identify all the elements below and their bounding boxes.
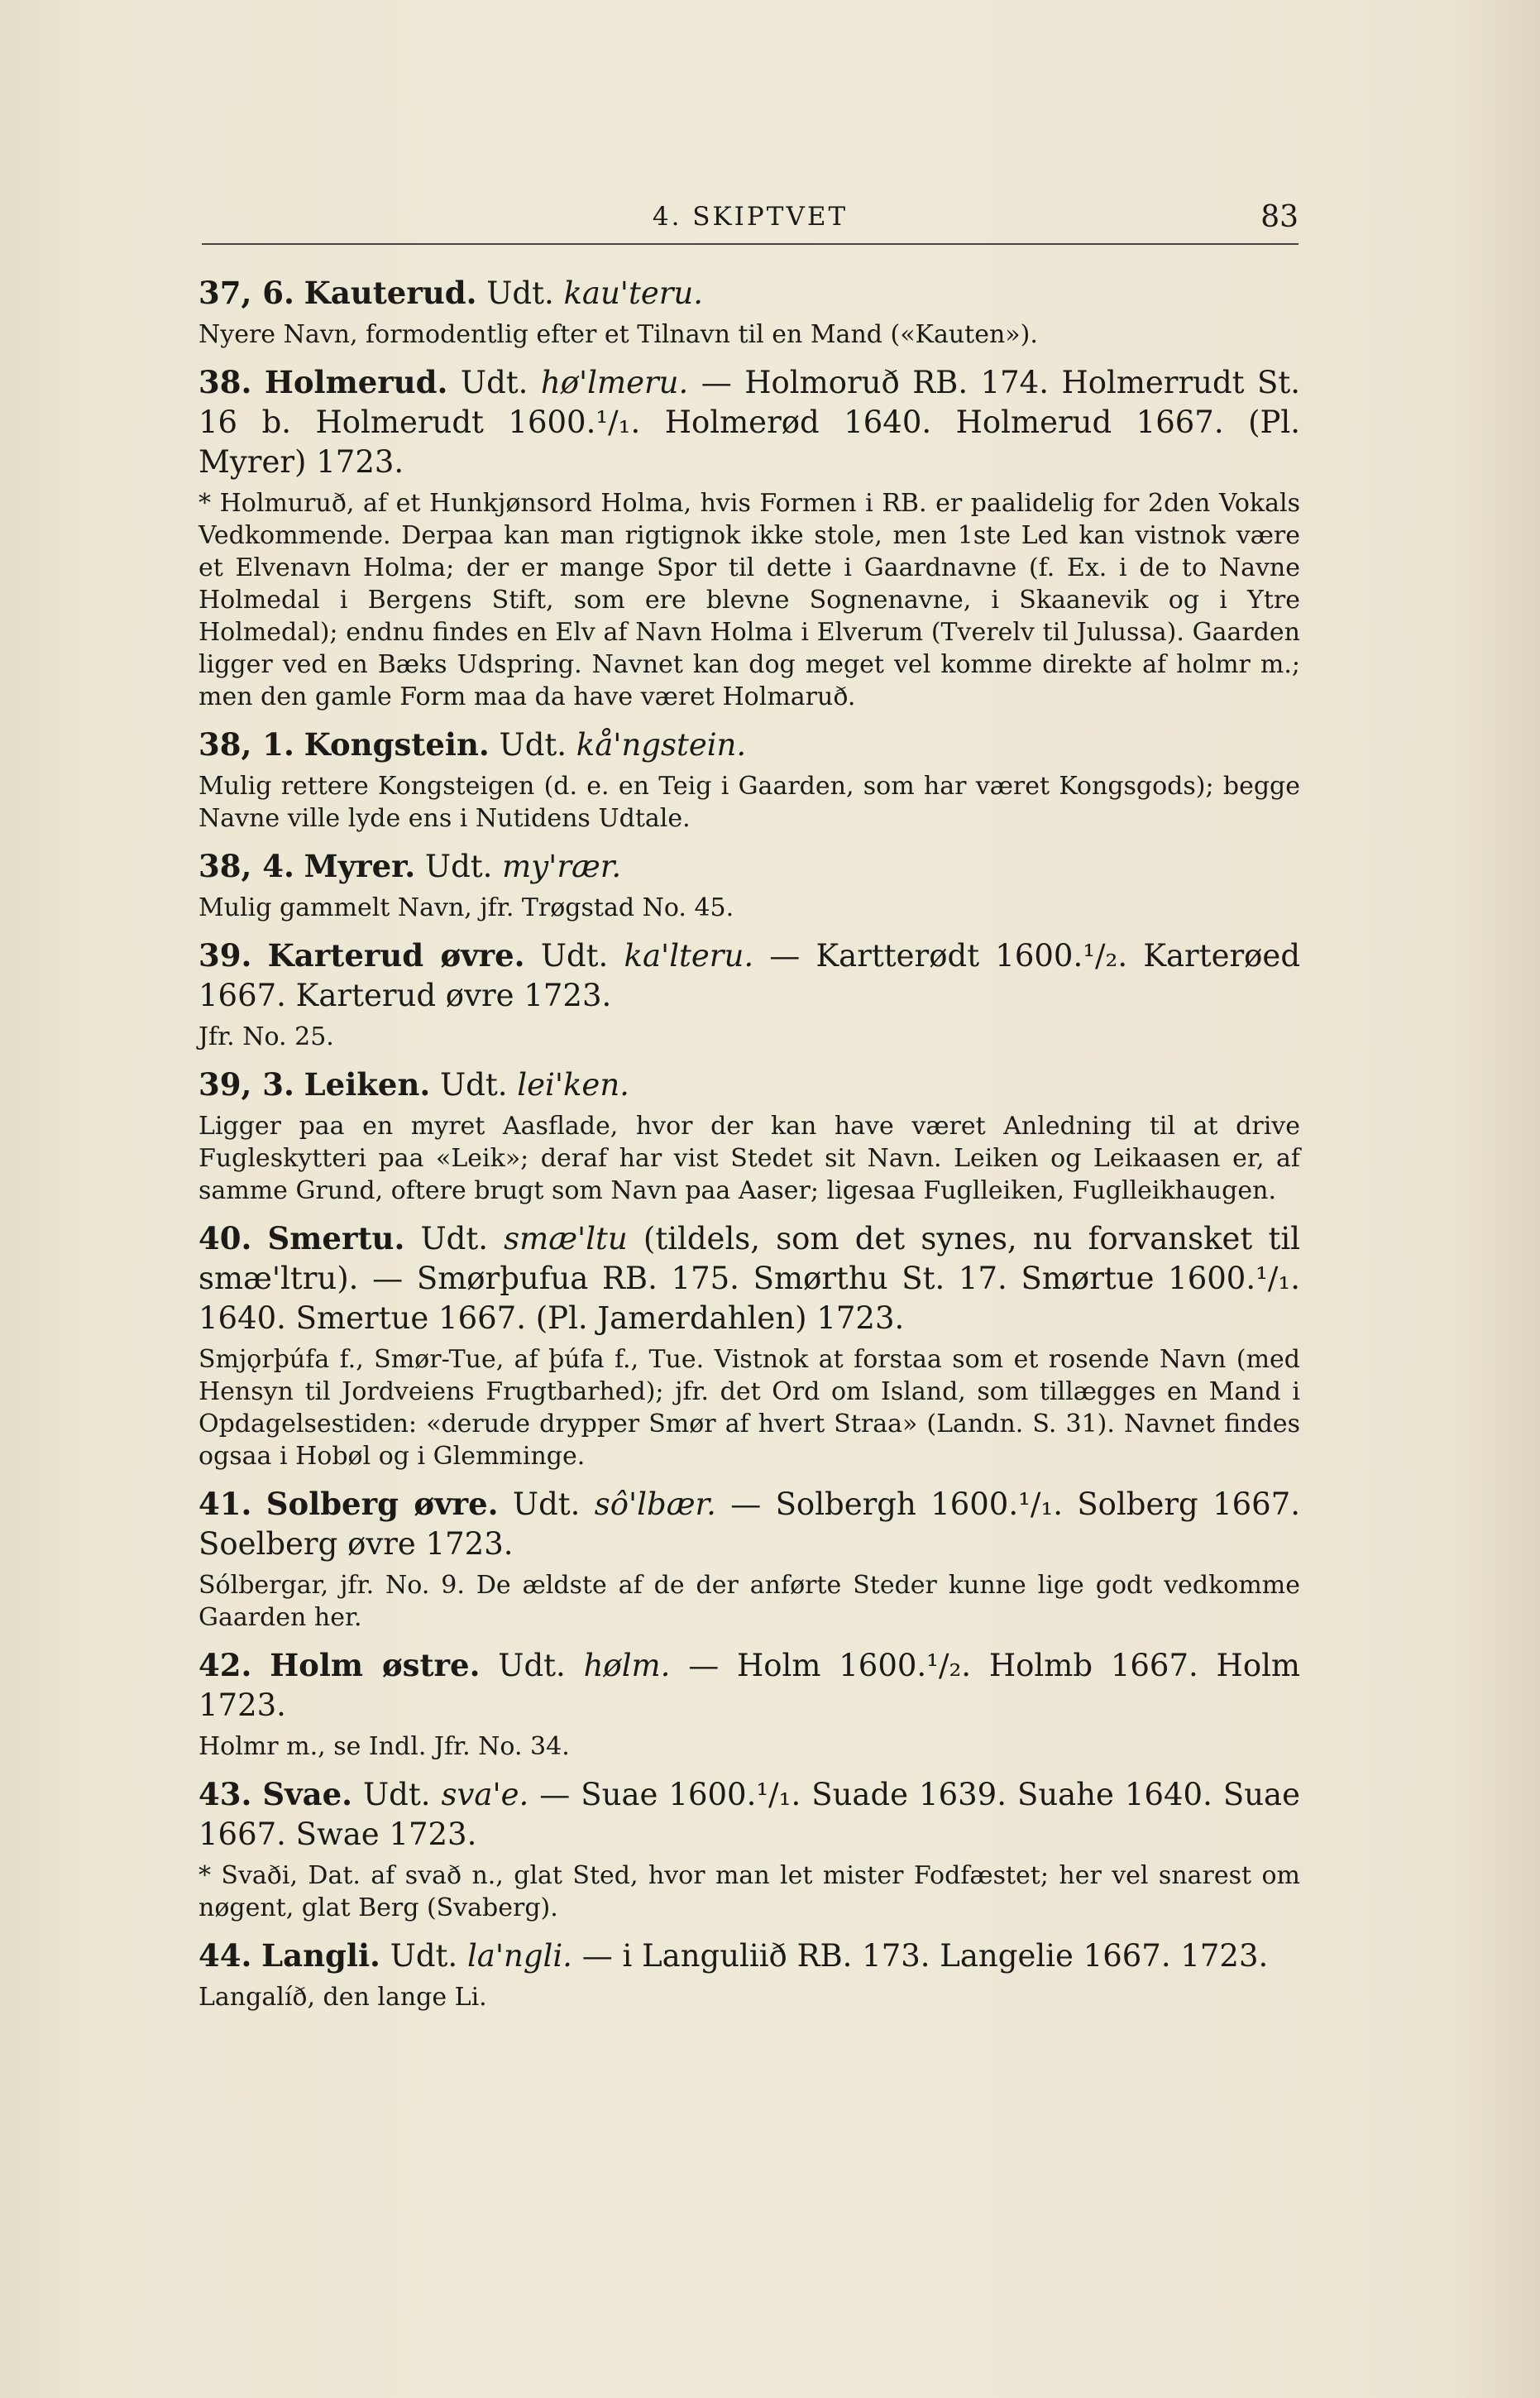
entry-note: Langalíð, den lange Li. — [198, 1983, 487, 2012]
udt-label: Udt. — [363, 1777, 431, 1812]
entry-headline — [198, 936, 1300, 1016]
entry-number: 42. — [198, 1647, 252, 1683]
forms: — Kartterødt 1600.¹/₂. Karterøed 1667. Karterud øvre 1723. — [198, 938, 1301, 1013]
udt-label: Udt. — [498, 1648, 566, 1683]
udt-label: Udt. — [540, 938, 609, 974]
entry-number: 41. — [198, 1486, 252, 1522]
entry-40 — [198, 1218, 1300, 1472]
forms: — Suae 1600.¹/₁. Suade 1639. Suahe 1640. Suae 1667. Swae 1723. — [198, 1777, 1300, 1852]
farm-name: Kauterud. — [304, 275, 477, 311]
entries — [198, 273, 1300, 2025]
entry-headline — [198, 1484, 1300, 1564]
entry-number: 39, 3. — [198, 1066, 294, 1103]
entry-note: Smjǫrþúfa f., Smør-Tue, af þúfa f., Tue. Vistnok at forstaa som et rosende Navn (med Hensyn til Jordveiens Frugtbarhed); jfr. det Ord om Island, som tillægges en Mand i Opdagelsestiden: «derude drypper Smør af hvert Straa» (Landn. S. 31). Navnet findes ogsaa i Hobøl og i Glemminge. — [198, 1345, 1300, 1471]
entry-number: 43. — [198, 1776, 252, 1812]
entry-headline — [198, 725, 1300, 765]
pronunciation: hølm. — [583, 1648, 671, 1683]
pronunciation: lei'ken. — [517, 1067, 629, 1103]
pronunciation: sô'lbær. — [594, 1486, 716, 1522]
entry-headline — [198, 362, 1300, 482]
entry-37-6 — [198, 273, 1300, 351]
farm-name: Holm østre. — [270, 1647, 481, 1683]
udt-label: Udt. — [420, 1221, 488, 1256]
farm-name: Langli. — [261, 1937, 380, 1974]
entry-note: Ligger paa en myret Aasflade, hvor der kan have været Anledning til at drive Fugleskytteri paa «Leik»; deraf har vist Stedet sit Navn. Leiken og Leikaasen er, af samme Grund, oftere brugt som Navn paa Aaser; ligesaa Fuglleiken, Fuglleikhaugen. — [198, 1112, 1300, 1205]
pronunciation: my'rær. — [502, 849, 622, 884]
pronunciation: sva'e. — [441, 1777, 529, 1812]
forms: — Solbergh 1600.¹/₁. Solberg 1667. Soelberg øvre 1723. — [198, 1486, 1301, 1562]
entry-number: 38. — [198, 364, 252, 400]
page-header — [202, 197, 1298, 245]
entry-note: Sólbergar, jfr. No. 9. De ældste af de der anførte Steder kunne lige godt vedkomme Gaarden her. — [198, 1571, 1300, 1632]
forms: — Holmoruð RB. 174. Holmerrudt St. 16 b. Holmerudt 1600.¹/₁. Holmerød 1640. Holmerud 1667. (Pl. Myrer) 1723. — [198, 365, 1301, 480]
running-head: 4. SKIPTVET — [652, 202, 849, 232]
forms: (tildels, som det synes, nu forvansket til smæ'ltru). — Smørþufua RB. 175. Smørthu St. 17. Smørtue 1600.¹/₁. 1640. Smertue 1667. (Pl. Jamerdahlen) 1723. — [198, 1221, 1301, 1336]
entry-note: Mulig gammelt Navn, jfr. Trøgstad No. 45. — [198, 893, 734, 922]
pronunciation: kå'ngstein. — [576, 727, 747, 763]
pronunciation: kau'teru. — [563, 275, 704, 311]
udt-label: Udt. — [499, 727, 567, 763]
farm-name: Solberg øvre. — [265, 1486, 499, 1522]
pronunciation: la'ngli. — [466, 1938, 572, 1974]
udt-label: Udt. — [440, 1067, 508, 1103]
entry-headline — [198, 273, 1300, 314]
entry-note: * Holmuruð, af et Hunkjønsord Holma, hvis Formen i RB. er paalidelig for 2den Vokals Vedkommende. Derpaa kan man rigtignok ikke stole, men 1ste Led kan vistnok være et Elvenavn Holma; der er mange Spor til dette i Gaardnavne (f. Ex. i de to Navne Holmedal i Bergens Stift, som ere blevne Sognenavne, i Skaanevik og i Ytre Holmedal); endnu findes en Elv af Navn Holma i Elverum (Tverelv til Julussa). Gaarden ligger ved en Bæks Udspring. Navnet kan dog meget vel komme direkte af holmr m.; men den gamle Form maa da have været Holmaruð. — [198, 489, 1300, 711]
farm-name: Kongstein. — [304, 726, 490, 763]
entry-headline — [198, 1774, 1300, 1855]
entry-number: 40. — [198, 1220, 252, 1256]
pronunciation: hø'lmeru. — [540, 365, 689, 400]
pronunciation: smæ'ltu — [504, 1221, 628, 1256]
entry-number: 44. — [198, 1937, 252, 1974]
page-number: 83 — [1260, 200, 1298, 234]
entry-39 — [198, 936, 1300, 1053]
entry-38-4 — [198, 846, 1300, 924]
entry-38-1 — [198, 725, 1300, 835]
udt-label: Udt. — [486, 275, 554, 311]
entry-note: Mulig rettere Kongsteigen (d. e. en Teig i Gaarden, som har været Kongsgods); begge Navne ville lyde ens i Nutidens Udtale. — [198, 772, 1300, 833]
udt-label: Udt. — [390, 1938, 458, 1974]
entry-note: Jfr. No. 25. — [198, 1022, 334, 1051]
udt-label: Udt. — [424, 849, 493, 884]
pronunciation: ka'lteru. — [624, 938, 754, 974]
farm-name: Karterud øvre. — [267, 937, 525, 974]
farm-name: Svae. — [262, 1776, 352, 1812]
entry-note: Holmr m., se Indl. Jfr. No. 34. — [198, 1732, 570, 1761]
entry-43 — [198, 1774, 1300, 1924]
entry-headline — [198, 1065, 1300, 1105]
udt-label: Udt. — [460, 365, 528, 400]
farm-name: Myrer. — [304, 848, 416, 884]
forms: — Holm 1600.¹/₂. Holmb 1667. Holm 1723. — [198, 1648, 1301, 1723]
entry-headline — [198, 1218, 1300, 1338]
entry-headline — [198, 1645, 1300, 1726]
udt-label: Udt. — [512, 1486, 581, 1522]
entry-note: * Svaði, Dat. af svað n., glat Sted, hvor man let mister Fodfæstet; her vel snarest om nøgent, glat Berg (Svaberg). — [198, 1861, 1300, 1922]
entry-number: 37, 6. — [198, 275, 294, 311]
entry-headline — [198, 1936, 1300, 1976]
entry-39-3 — [198, 1065, 1300, 1207]
forms: — i Languliið RB. 173. Langelie 1667. 1723. — [572, 1938, 1269, 1974]
entry-number: 38, 4. — [198, 848, 294, 884]
entry-headline — [198, 846, 1300, 887]
entry-41 — [198, 1484, 1300, 1634]
entry-note: Nyere Navn, formodentlig efter et Tilnavn til en Mand («Kauten»). — [198, 320, 1038, 349]
farm-name: Smertu. — [267, 1220, 405, 1256]
entry-number: 38, 1. — [198, 726, 294, 763]
entry-42 — [198, 1645, 1300, 1763]
farm-name: Leiken. — [304, 1066, 431, 1103]
entry-number: 39. — [198, 937, 252, 974]
entry-38 — [198, 362, 1300, 713]
farm-name: Holmerud. — [264, 364, 448, 400]
entry-44 — [198, 1936, 1300, 2013]
